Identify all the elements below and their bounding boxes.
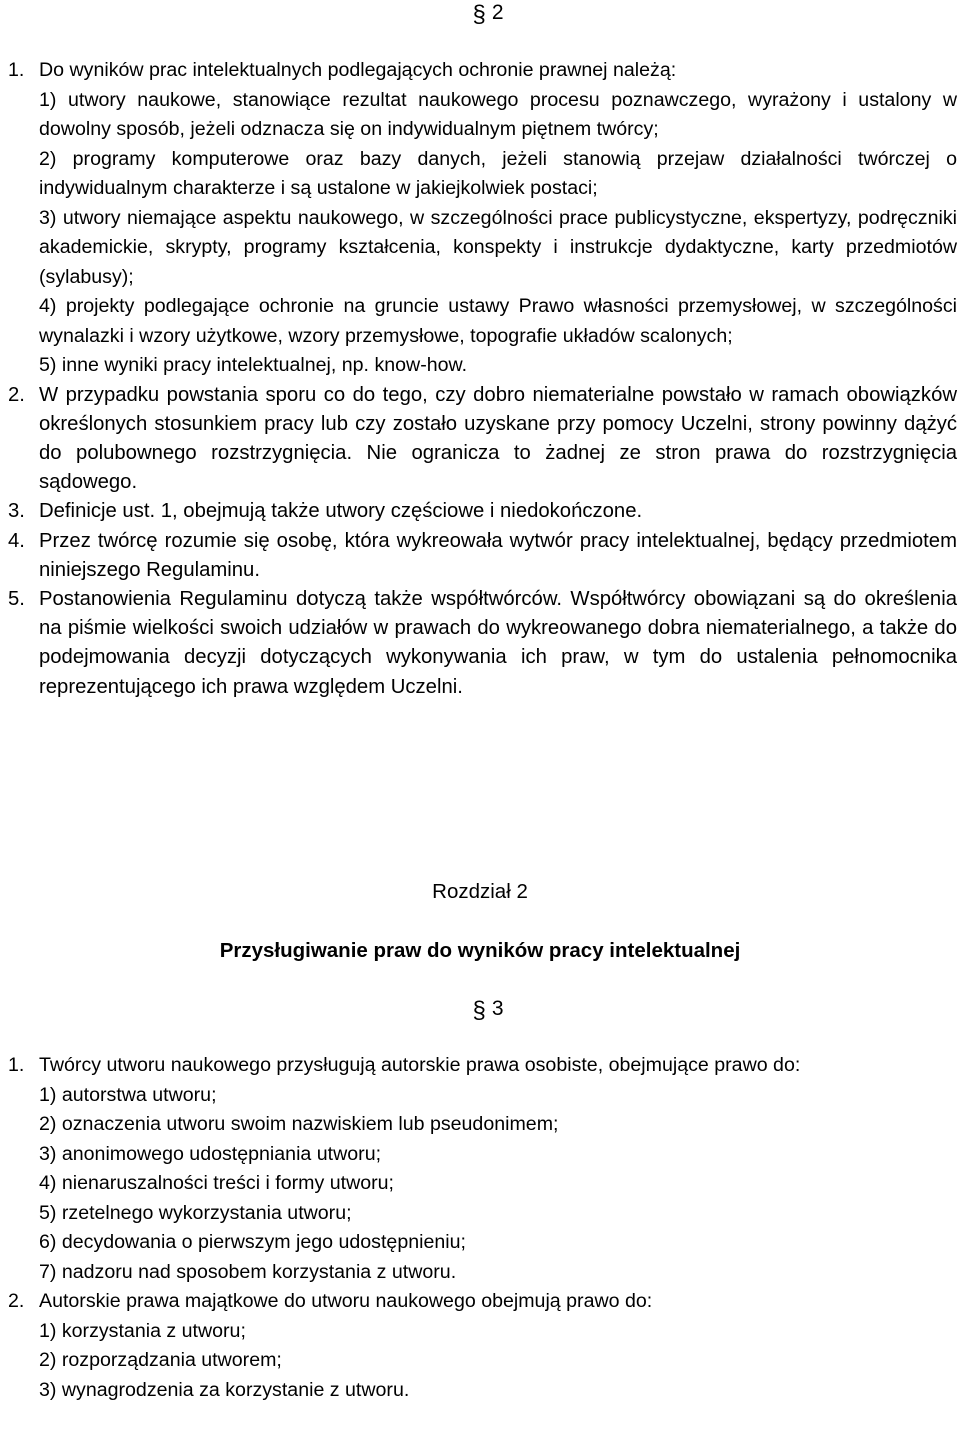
list-item: 1) korzystania z utworu; (39, 1319, 246, 1342)
paragraph-item (0, 527, 960, 585)
paragraph-item (0, 381, 960, 498)
paragraph-number: 4. (8, 529, 25, 552)
paragraph-item (0, 1287, 960, 1405)
list-item: 3) utwory niemające aspektu naukowego, w szczególności prace publicystyczne, ekspertyzy, podręczniki akademickie, skrypty, programy kształcenia, konspekty i instrukcje dydaktyczne, karty przedmiotów (sylabusy); (39, 206, 957, 288)
chapter-heading: Przysługiwanie praw do wyników pracy intelektualnej (219, 939, 741, 962)
list-item: 1) utwory naukowe, stanowiące rezultat naukowego procesu poznawczego, wyrażony i ustalony w dowolny sposób, jeżeli odznacza się on indywidualnym piętnem twórcy; (39, 88, 957, 140)
list-item: 4) projekty podlegające ochronie na gruncie ustawy Prawo własności przemysłowej, w szczególności wynalazki i wzory użytkowe, wzory przemysłowe, topografie układów scalonych; (39, 295, 957, 347)
paragraph-number: 1. (8, 59, 25, 81)
list-item: 1) autorstwa utworu; (39, 1083, 217, 1106)
section-number: 2 (491, 1, 504, 24)
paragraph-item (0, 56, 960, 381)
list-item: 2) oznaczenia utworu swoim nazwiskiem lub pseudonimem; (39, 1113, 559, 1135)
list-item: 7) nadzoru nad sposobem korzystania z utworu. (39, 1260, 457, 1283)
section-sign: § (472, 1, 486, 28)
paragraph-number: 2. (8, 1290, 25, 1312)
chapter-title: Rozdział 2 (432, 880, 528, 903)
section-3-body (0, 1051, 960, 1405)
paragraph-number: 1. (8, 1054, 25, 1076)
paragraph-item (0, 497, 960, 526)
paragraph-text: W przypadku powstania sporu co do tego, czy dobro niematerialne powstało w ramach obowiązków określonych stosunkiem pracy lub czy zostało uzyskane przy pomocy Uczelni, strony powinny dążyć do polubownego rozstrzygnięcia. Nie ogranicza to żadnej ze stron prawa do rozstrzygnięcia sądowego. (39, 383, 957, 494)
paragraph-number: 3. (8, 500, 25, 523)
list-item: 5) rzetelnego wykorzystania utworu; (39, 1201, 352, 1224)
paragraph-text: Postanowienia Regulaminu dotyczą także współtwórców. Współtwórcy obowiązani są do określenia na piśmie wielkości swoich udziałów w prawach do wykreowanego dobra niematerialnego, a także do podejmowania decyzji dotyczących wykonywania ich praw, w tym do ustalenia pełnomocnika reprezentującego ich prawa względem Uczelni. (39, 587, 957, 698)
section-2-header (0, 0, 960, 29)
paragraph-number: 5. (8, 587, 25, 610)
section-2-body (0, 56, 960, 702)
paragraph-text: Autorskie prawa majątkowe do utworu naukowego obejmują prawo do: (39, 1290, 653, 1312)
paragraph-text: Przez twórcę rozumie się osobę, która wykreowała wytwór pracy intelektualnej, będący przedmiotem niniejszego Regulaminu. (39, 529, 957, 581)
paragraph-number: 2. (8, 383, 25, 406)
paragraph-item (0, 1051, 960, 1287)
paragraph-text: Definicje ust. 1, obejmują także utwory częściowe i niedokończone. (39, 500, 643, 523)
section-3-header (0, 994, 960, 1025)
list-item: 3) wynagrodzenia za korzystanie z utworu. (39, 1378, 410, 1401)
paragraph-item (0, 585, 960, 702)
paragraph-text: Twórcy utworu naukowego przysługują autorskie prawa osobiste, obejmujące prawo do: (39, 1054, 801, 1076)
list-item: 2) rozporządzania utworem; (39, 1349, 282, 1371)
list-item: 3) anonimowego udostępniania utworu; (39, 1142, 382, 1165)
list-item: 2) programy komputerowe oraz bazy danych, jeżeli stanowią przejaw działalności twórczej o indywidualnym charakterze i są ustalone w jakiejkolwiek postaci; (39, 147, 957, 199)
section-sign: § (472, 997, 486, 1024)
section-number: 3 (491, 997, 504, 1020)
list-item: 5) inne wyniki pracy intelektualnej, np. know-how. (39, 354, 468, 376)
paragraph-text: Do wyników prac intelektualnych podlegających ochronie prawnej należą: (39, 59, 677, 81)
list-item: 4) nienaruszalności treści i formy utworu; (39, 1172, 394, 1194)
list-item: 6) decydowania o pierwszym jego udostępnieniu; (39, 1231, 466, 1253)
